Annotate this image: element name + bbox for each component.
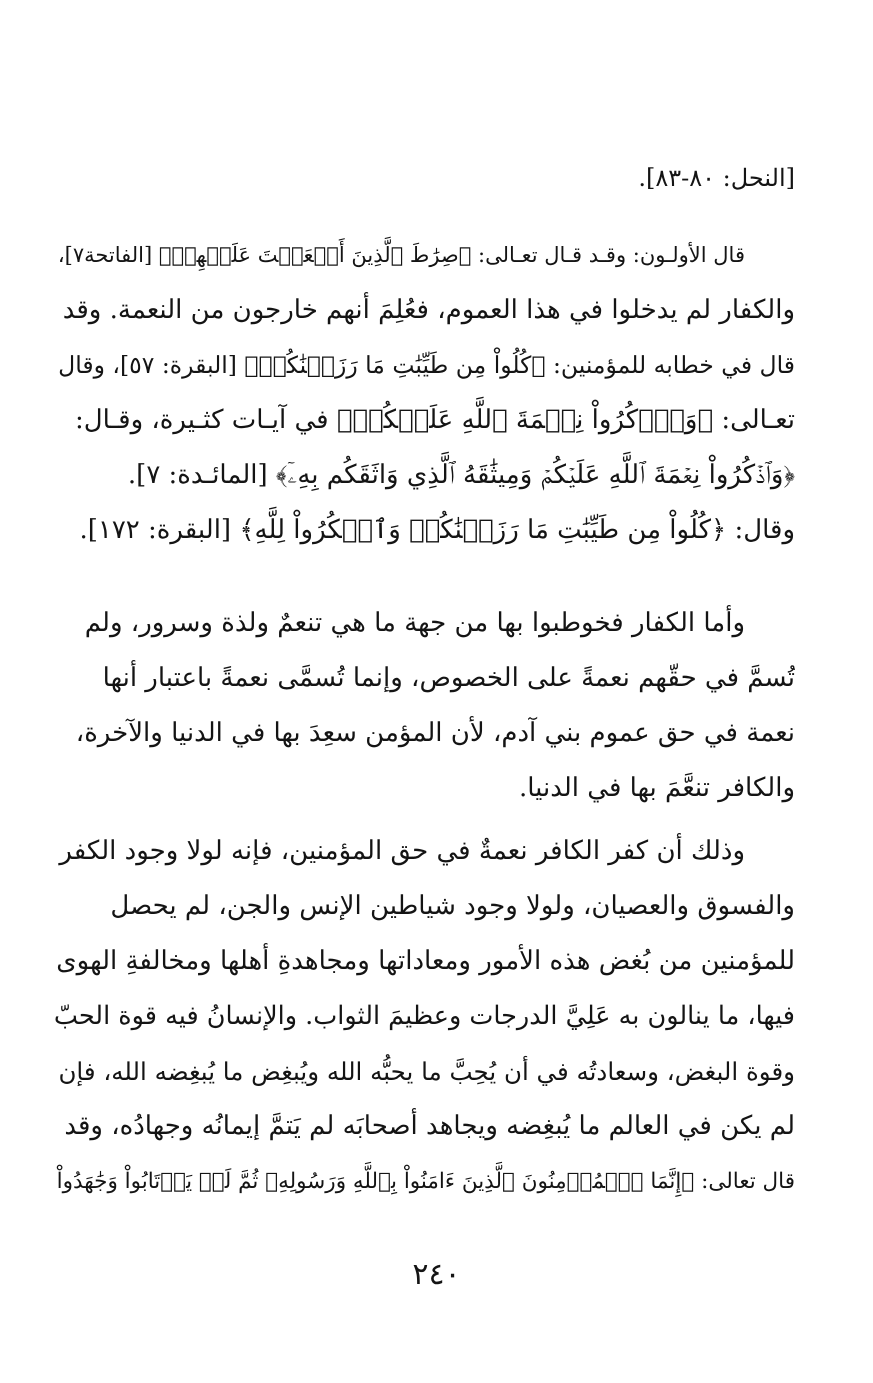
text-line: قال في خطابه للمؤمنين: ﴿كُلُواْ مِن طَيِّبَٰتِ مَا رَزَقۡنَٰكُمۡ﴾ [البقرة: ٥٧]، وقال xyxy=(58,351,795,379)
text-line: لم يكن في العالم ما يُبغِضه ويجاهد أصحابَه لم يَتمَّ إيمانُه وجهادُه، وقد xyxy=(64,1111,795,1141)
continued-verse-reference: [النحل: ٨٠-٨٣]. xyxy=(638,164,795,192)
text-line: للمؤمنين من بُغض هذه الأمور ومعاداتها ومجاهدةِ أهلها ومخالفةِ الهوى xyxy=(56,946,795,976)
paragraph-blessing-explanation xyxy=(50,824,795,1209)
text-line: قال تعالى: ﴿إِنَّمَا ٱلۡمُؤۡمِنُونَ ٱلَّذِينَ ءَامَنُواْ بِٱللَّهِ وَرَسُولِهِۦ ثُمَّ لَمۡ يَرۡتَابُواْ وَجَٰهَدُواْ xyxy=(56,1169,795,1194)
text-line: والفسوق والعصيان، ولولا وجود شياطين الإنس والجن، لم يحصل xyxy=(110,891,795,921)
page-number: ٢٤٠ xyxy=(412,1257,461,1292)
text-line: وذلك أن كفر الكافر نعمةٌ في حق المؤمنين، فإنه لولا وجود الكفر xyxy=(59,836,745,866)
text-line: نعمة في حق عموم بني آدم، لأن المؤمن سعِدَ بها في الدنيا والآخرة، xyxy=(75,718,795,748)
text-line: والكفار لم يدخلوا في هذا العموم، فعُلِمَ أنهم خارجون من النعمة. وقد xyxy=(62,295,795,325)
text-line: ﴿وَٱذۡكُرُواْ نِعۡمَةَ ٱللَّهِ عَلَيۡكُمۡ وَمِيثَٰقَهُ ٱلَّذِي وَاثَقَكُم بِهِۦٓ﴾ [المائـدة: ٧]. xyxy=(127,460,795,490)
text-line: وقال: ﴿كُلُواْ مِن طَيِّبَٰتِ مَا رَزَقۡنَٰكُمۡ وَٱشۡكُرُواْ لِلَّهِ﴾ [البقرة: ١٧٢]. xyxy=(79,515,795,545)
text-line: وقوة البغض، وسعادتُه في أن يُحِبَّ ما يحبُّه الله ويُبغِض ما يُبغِضه الله، فإن xyxy=(58,1057,795,1086)
text-line: فيها، ما ينالون به عَلِيَّ الدرجات وعظيمَ الثواب. والإنسانُ فيه قوة الحبّ xyxy=(53,1001,795,1031)
text-line: وأما الكفار فخوطبوا بها من جهة ما هي تنعمٌ ولذة وسرور، ولم xyxy=(84,608,745,638)
text-line: قال الأولـون: وقـد قـال تعـالى: ﴿صِرَٰطَ ٱلَّذِينَ أَنۡعَمۡتَ عَلَيۡهِمۡ﴾ [الفاتحة٧]، xyxy=(57,243,745,267)
paragraph-disbelievers xyxy=(50,596,795,816)
text-line: والكافر تنعَّمَ بها في الدنيا. xyxy=(518,773,795,803)
text-line: تعـالى: ﴿وَٱذۡكُرُواْ نِعۡمَةَ ٱللَّهِ عَلَيۡكُمۡ﴾ في آيـات كثـيرة، وقـال: xyxy=(74,405,795,435)
text-line: تُسمَّ في حقّهم نعمةً على الخصوص، وإنما تُسمَّى نعمةً باعتبار أنها xyxy=(102,663,795,693)
paragraph-first-view xyxy=(50,228,795,558)
